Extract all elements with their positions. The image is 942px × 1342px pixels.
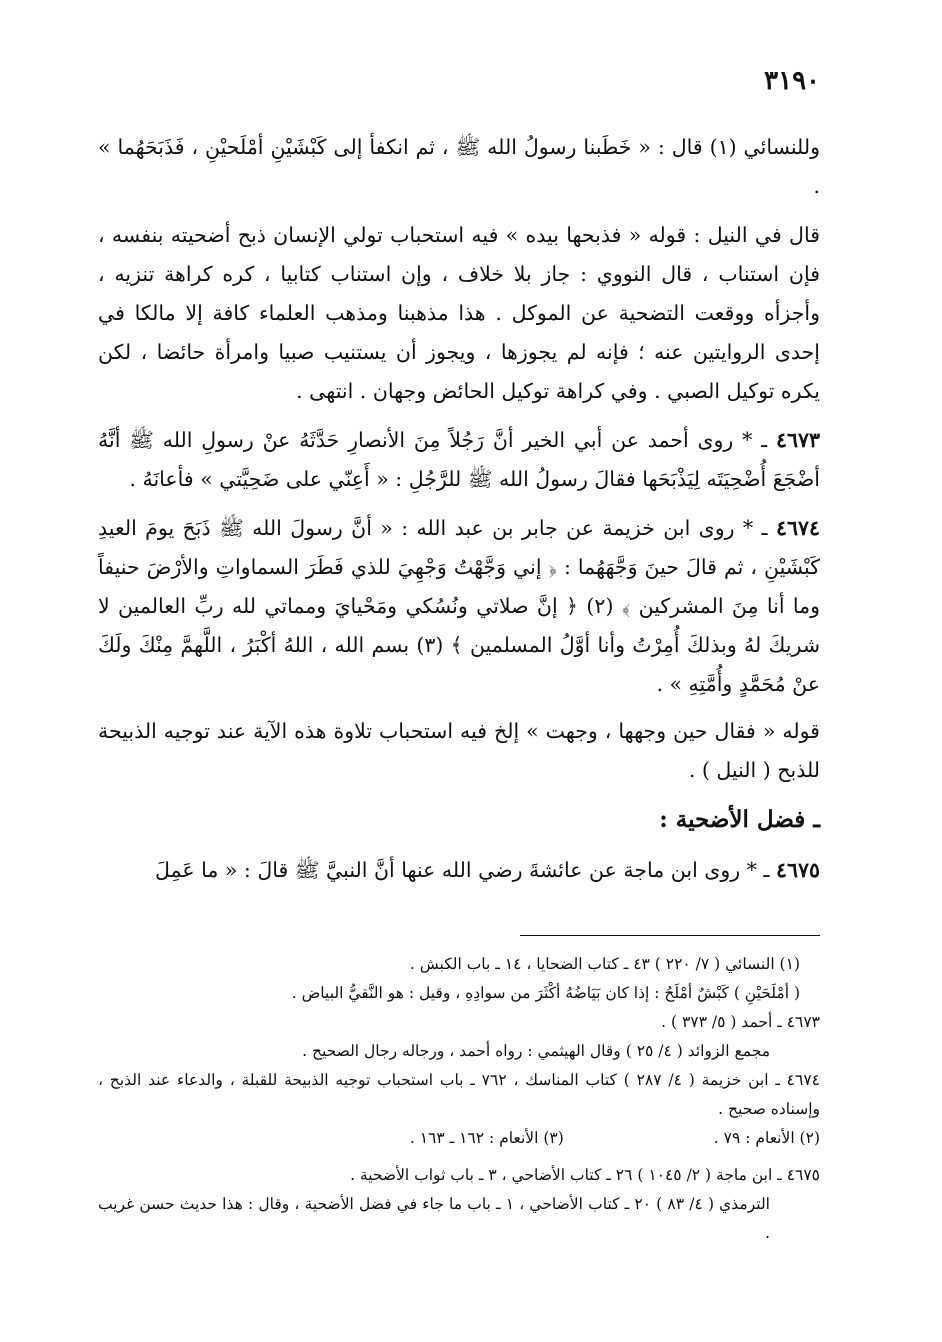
hadith-text: ـ * روى ابن ماجة عن عائشةَ رضي الله عنها أنَّ النبيَّ ﷺ قالَ : « ما عَمِلَ <box>154 858 770 882</box>
hadith-number: ٤٦٧٣ <box>775 428 820 452</box>
hadith-4675 <box>98 851 820 890</box>
hadith-text: ـ * روى أحمد عن أبي الخير أنَّ رَجُلاً مِنَ الأنصارِ حَدَّثَهُ عنْ رسولِ الله ﷺ أنَّهُ أضْجَعَ أُضْحِيَتَه لِيَذْبَحَها فقالَ رسولُ الله ﷺ للرَّجُلِ : « أَعِنّي على ضَحِيَّتي » فأعانَهُ . <box>98 428 820 491</box>
footnote-4675-tirmidhi: الترمذي ( ٤/ ٨٣ ) ٢٠ ـ كتاب الأضاحي ، ١ ـ باب ما جاء في فضل الأضحية ، وقال : هذا حديث حسن غريب . <box>98 1195 770 1242</box>
footnote-4673-majma: مجمع الزوائد ( ٤/ ٢٥ ) وقال الهيثمي : رواه أحمد ، ورجاله رجال الصحيح . <box>302 1042 770 1060</box>
commentary-4674: قوله « فقال حين وجهها ، وجهت » إلخ فيه استحباب تلاوة هذه الآية عند توجيه الذبيحة للذبح ( النيل ) . <box>98 719 820 782</box>
hadith-4674 <box>98 509 820 704</box>
footnote-quran-refs <box>98 1124 820 1153</box>
hadith-number: ٤٦٧٥ <box>775 858 820 882</box>
paragraph-nayl-commentary: قال في النيل : قوله « فذبحها بيده » فيه استحباب تولي الإنسان ذبح أضحيته بنفسه ، فإن استناب ، قال النووي : جاز بلا خلاف ، وإن استناب كتابيا ، كره كراهة تنزيه ، وأجزأه ووقعت التضحية عن الموكل . هذا مذهبنا ومذهب العلماء كافة إلا مالكا في إحدى الروايتين عنه ؛ فإنه لم يجوزها ، ويجوز أن يستنيب صبيا وامرأة حائضا ، لكن يكره توكيل الصبي . وفي كراهة توكيل الحائض وجهان . انتهى . <box>98 223 820 403</box>
section-heading: ـ فضل الأضحية : <box>659 806 820 833</box>
footnote-4673: ٤٦٧٣ ـ أحمد ( ٥/ ٣٧٣ ) . <box>661 1013 820 1031</box>
hadith-number: ٤٦٧٤ <box>775 516 820 540</box>
footnote-4674: ٤٦٧٤ ـ ابن خزيمة ( ٤/ ٢٨٧ ) كتاب المناسك ، ٧٦٢ ـ باب استحباب توجيه الذبيحة للقبلة ، والدعاء عند الذبح ، وإسناده صحيح . <box>98 1071 820 1118</box>
footnote-divider <box>520 935 820 936</box>
footnotes <box>98 950 820 1248</box>
main-text <box>98 128 820 900</box>
footnote-4675: ٤٦٧٥ ـ ابن ماجة ( ٢/ ١٠٤٥ ) ٢٦ ـ كتاب الأضاحي ، ٣ ـ باب ثواب الأضحية . <box>350 1166 820 1184</box>
footnote-3: (٣) الأنعام : ١٦٢ ـ ١٦٣ . <box>409 1129 564 1147</box>
hadith-text: ـ * روى ابن خزيمة عن جابر بن عبد الله : « أنَّ رسولَ الله ﷺ ذَبَحَ يومَ العيدِ كَبْشَيْنِ ، ثم قالَ حينَ وَجَّهَهُما : ﴿ إني وَجَّهْتُ وَجْهِيَ للذي فَطَرَ السماواتِ والأرْضَ حنيفاً وما أنا مِنَ المشركين ﴾ (٢) ﴿ إنَّ صلاتي ونُسُكي ومَحْيايَ ومماتي لله ربِّ العالمين لا شريكَ لهُ وبذلكَ أُمِرْتُ وأنا أوَّلُ المسلمين ﴾ (٣) بسم الله ، اللهُ أكْبَرُ ، اللَّهمَّ مِنْكَ ولَكَ عنْ مُحَمَّدٍ وأُمَّتِهِ » . <box>98 516 821 696</box>
footnote-2: (٢) الأنعام : ٧٩ . <box>713 1129 820 1147</box>
footnote-1: (١) النسائي ( ٧/ ٢٢٠ ) ٤٣ ـ كتاب الضحايا ، ١٤ ـ باب الكبش . <box>409 955 800 973</box>
hadith-4673 <box>98 421 820 499</box>
footnote-1-gloss: ( أمْلَحَيْنِ ) كَبْشٌ أمْلَحُ : إذا كان بَيَاضُهُ أكْثَرَ من سوادِهِ ، وقيل : هو النَّقيُّ البياض . <box>291 984 800 1002</box>
page-number: ٣١٩٠ <box>764 66 820 96</box>
paragraph-nasai: وللنسائي (١) قال : « خَطَبنا رسولُ الله ﷺ ، ثم انكفأ إلى كَبْشَيْنِ أمْلَحيْنِ ، فَذَبَحَهُما » . <box>98 135 820 198</box>
